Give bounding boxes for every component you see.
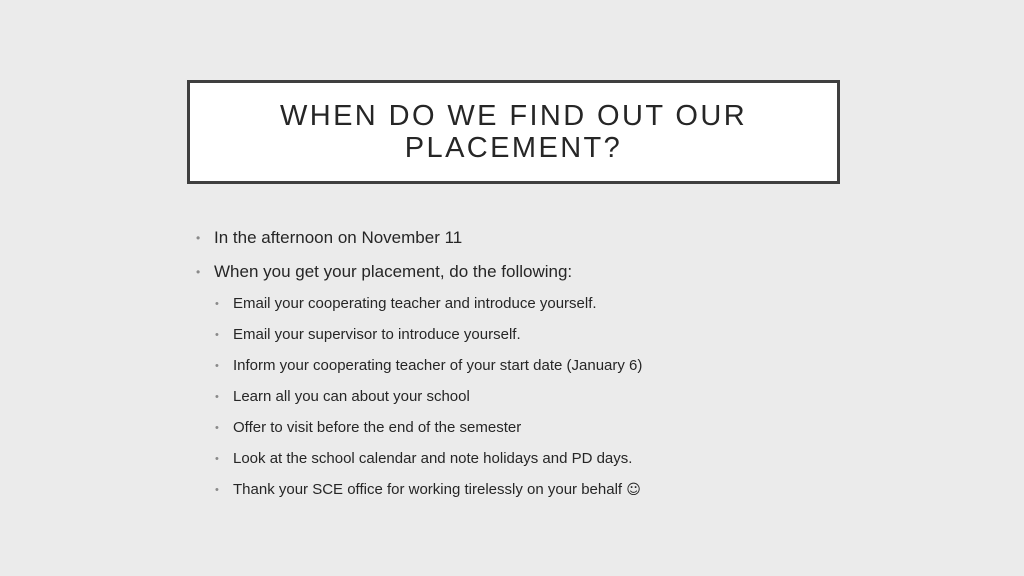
smiley-icon: ☺ [626,482,641,498]
bullet-dot-icon: • [215,329,219,341]
bullet-dot-icon: • [196,265,201,279]
bullet-item [195,224,815,252]
sub-bullet-text: Learn all you can about your school [233,388,470,405]
bullet-dot-icon: • [215,453,219,465]
sub-bullet-item [195,416,815,440]
sub-bullet-text: Look at the school calendar and note holidays and PD days. [233,450,633,467]
sub-bullet-item [195,385,815,409]
bullet-text: When you get your placement, do the following: [214,262,573,281]
bullet-dot-icon: • [215,484,219,496]
bullet-item [195,258,815,286]
bullet-dot-icon: • [215,422,219,434]
title-box [187,80,840,184]
sub-bullet-text: Inform your cooperating teacher of your start date (January 6) [233,357,643,374]
bullet-dot-icon: • [215,391,219,403]
sub-bullet-text: Email your supervisor to introduce yourself. [233,326,521,343]
sub-bullet-list [195,292,815,502]
bullet-dot-icon: • [196,231,201,245]
sub-bullet-item [195,447,815,471]
sub-bullet-item [195,354,815,378]
title-line-1: WHEN DO WE FIND OUT OUR [279,100,748,132]
sub-bullet-item [195,323,815,347]
bullet-dot-icon: • [215,360,219,372]
title-line-2: PLACEMENT? [404,132,623,164]
bullet-text: In the afternoon on November 11 [214,228,463,247]
bullet-content [195,224,815,509]
sub-bullet-text: Email your cooperating teacher and introduce yourself. [233,295,597,312]
sub-bullet-text: Thank your SCE office for working tirelessly on your behalf [233,481,623,498]
bullet-dot-icon: • [215,298,219,310]
sub-bullet-text: Offer to visit before the end of the semester [233,419,522,436]
sub-bullet-item [195,478,815,502]
slide-title [280,100,747,164]
sub-bullet-item [195,292,815,316]
bullet-list [195,224,815,286]
